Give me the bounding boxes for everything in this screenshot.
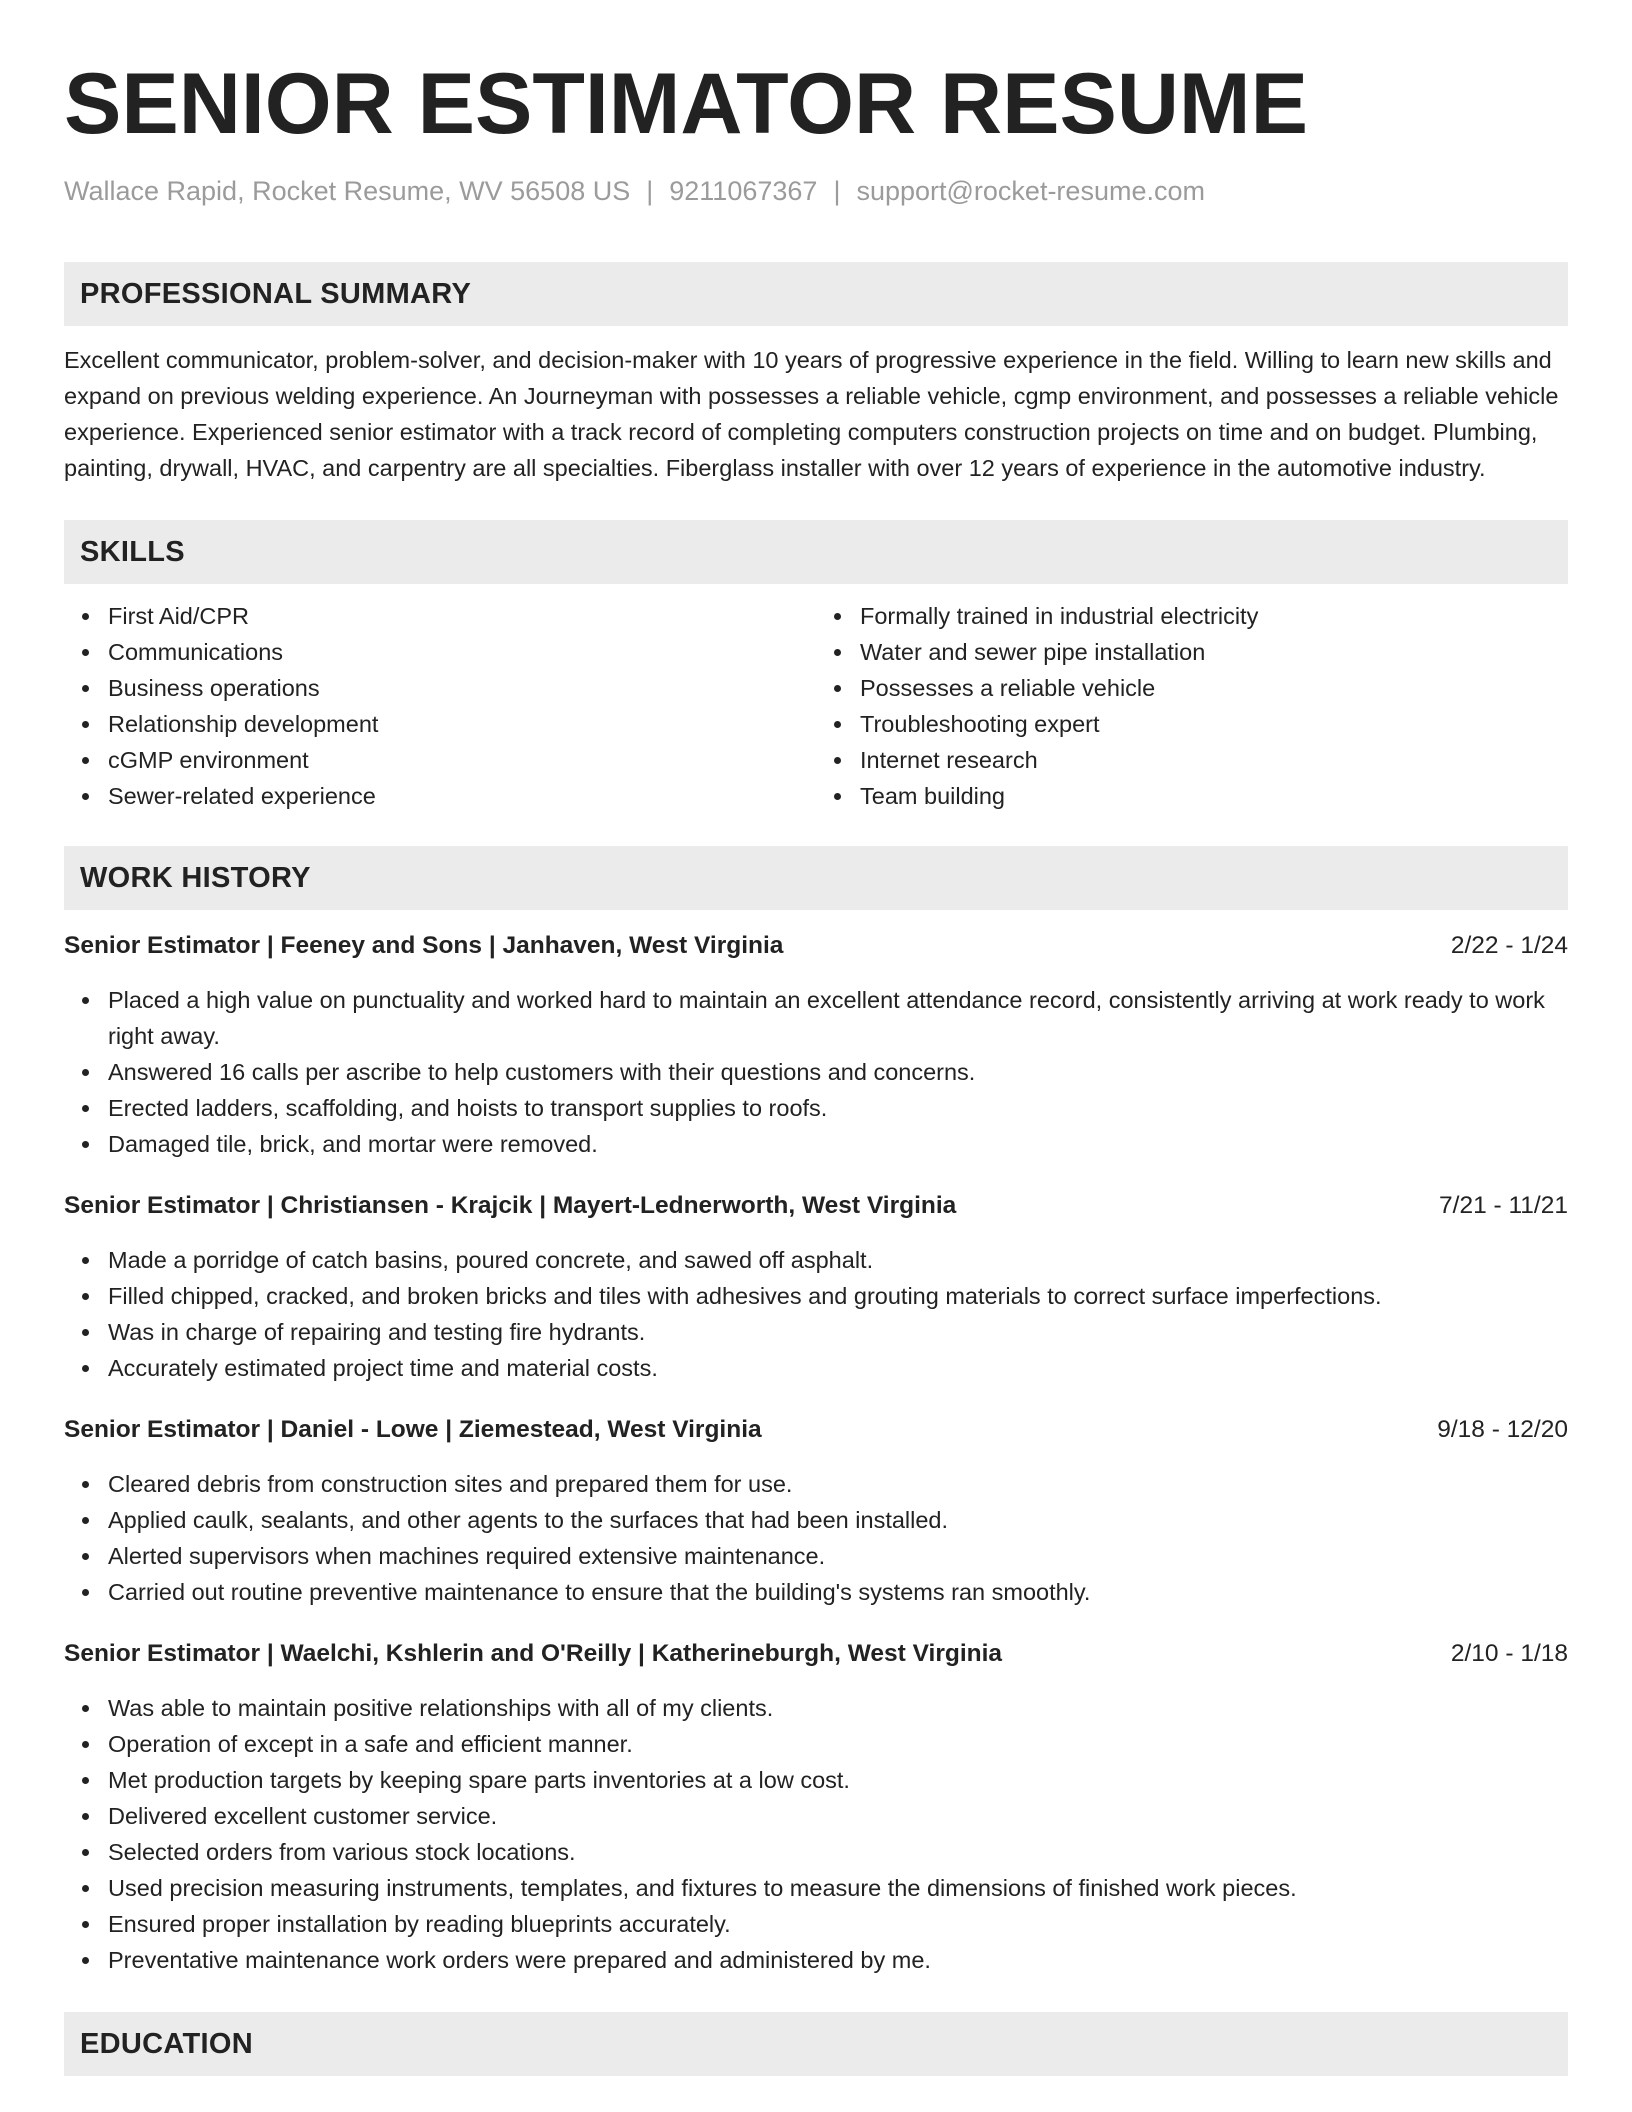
job-dates: 7/21 - 11/21	[1439, 1192, 1568, 1219]
job-entry	[64, 1636, 1568, 1978]
job-bullet: Selected orders from various stock locations.	[108, 1834, 1568, 1870]
contact-address: Wallace Rapid, Rocket Resume, WV 56508 US	[64, 176, 631, 206]
skill-item: Water and sewer pipe installation	[860, 634, 1568, 670]
skill-item: Relationship development	[108, 706, 816, 742]
skill-item: Internet research	[860, 742, 1568, 778]
job-bullet: Was in charge of repairing and testing fire hydrants.	[108, 1314, 1568, 1350]
job-entry	[64, 928, 1568, 1162]
skills-grid	[64, 598, 1568, 814]
summary-text: Excellent communicator, problem-solver, and decision-maker with 10 years of progressive experience in the field. Willing to learn new skills and expand on previous welding experience. An Journeyman with possesses a reliable vehicle, cgmp environment, and possesses a reliable vehicle experience. Experienced senior estimator with a track record of completing computers construction projects on time and on budget. Plumbing, painting, drywall, HVAC, and carpentry are all specialties. Fiberglass installer with over 12 years of experience in the automotive industry.	[64, 347, 1559, 481]
job-title: Senior Estimator | Waelchi, Kshlerin and O'Reilly | Katherineburgh, West Virginia	[64, 1640, 1003, 1667]
skill-item: Troubleshooting expert	[860, 706, 1568, 742]
job-bullets	[64, 1466, 1568, 1610]
job-bullet: Was able to maintain positive relationships with all of my clients.	[108, 1690, 1568, 1726]
job-dates: 2/10 - 1/18	[1450, 1640, 1568, 1667]
section-heading-work-history: WORK HISTORY	[64, 846, 1568, 910]
section-heading-summary: PROFESSIONAL SUMMARY	[64, 262, 1568, 326]
skills-column-right	[816, 598, 1568, 814]
job-header	[64, 1188, 1568, 1224]
skill-item: Possesses a reliable vehicle	[860, 670, 1568, 706]
contact-phone: 9211067367	[669, 176, 818, 206]
job-bullet: Answered 16 calls per ascribe to help customers with their questions and concerns.	[108, 1054, 1568, 1090]
job-dates: 2/22 - 1/24	[1450, 932, 1568, 959]
resume-title: SENIOR ESTIMATOR RESUME	[64, 56, 1308, 152]
job-bullet: Applied caulk, sealants, and other agents to the surfaces that had been installed.	[108, 1502, 1568, 1538]
skill-item: Team building	[860, 778, 1568, 814]
job-bullet: Carried out routine preventive maintenance to ensure that the building's systems ran smoothly.	[108, 1574, 1568, 1610]
job-bullet: Alerted supervisors when machines required extensive maintenance.	[108, 1538, 1568, 1574]
job-header	[64, 1636, 1568, 1672]
skill-item: Formally trained in industrial electricity	[860, 598, 1568, 634]
job-bullet: Cleared debris from construction sites and prepared them for use.	[108, 1466, 1568, 1502]
job-bullet: Operation of except in a safe and efficient manner.	[108, 1726, 1568, 1762]
skill-item: Sewer-related experience	[108, 778, 816, 814]
skills-column-left	[64, 598, 816, 814]
job-header	[64, 1412, 1568, 1448]
skill-item: First Aid/CPR	[108, 598, 816, 634]
contact-separator: |	[833, 176, 841, 206]
contact-email: support@rocket-resume.com	[856, 176, 1205, 206]
job-bullet: Ensured proper installation by reading blueprints accurately.	[108, 1906, 1568, 1942]
job-bullets	[64, 1242, 1568, 1386]
job-entry	[64, 1412, 1568, 1610]
job-header	[64, 928, 1568, 964]
section-heading-education: EDUCATION	[64, 2012, 1568, 2076]
skill-item: Business operations	[108, 670, 816, 706]
job-bullets	[64, 1690, 1568, 1978]
job-bullet: Used precision measuring instruments, templates, and fixtures to measure the dimensions of finished work pieces.	[108, 1870, 1568, 1906]
skill-item: cGMP environment	[108, 742, 816, 778]
job-bullets	[64, 982, 1568, 1162]
contact-line	[64, 174, 1568, 208]
job-bullet: Filled chipped, cracked, and broken bricks and tiles with adhesives and grouting materials to correct surface imperfections.	[108, 1278, 1568, 1314]
job-bullet: Made a porridge of catch basins, poured concrete, and sawed off asphalt.	[108, 1242, 1568, 1278]
job-bullet: Erected ladders, scaffolding, and hoists to transport supplies to roofs.	[108, 1090, 1568, 1126]
job-bullet: Delivered excellent customer service.	[108, 1798, 1568, 1834]
job-entry	[64, 1188, 1568, 1386]
job-title: Senior Estimator | Daniel - Lowe | Ziemestead, West Virginia	[64, 1416, 762, 1443]
job-bullet: Met production targets by keeping spare parts inventories at a low cost.	[108, 1762, 1568, 1798]
job-bullet: Damaged tile, brick, and mortar were removed.	[108, 1126, 1568, 1162]
section-heading-skills: SKILLS	[64, 520, 1568, 584]
job-dates: 9/18 - 12/20	[1437, 1416, 1568, 1443]
job-bullet: Accurately estimated project time and material costs.	[108, 1350, 1568, 1386]
job-title: Senior Estimator | Feeney and Sons | Janhaven, West Virginia	[64, 932, 784, 959]
job-bullet: Preventative maintenance work orders were prepared and administered by me.	[108, 1942, 1568, 1978]
skill-item: Communications	[108, 634, 816, 670]
job-bullet: Placed a high value on punctuality and worked hard to maintain an excellent attendance record, consistently arriving at work ready to work right away.	[108, 982, 1568, 1054]
job-title: Senior Estimator | Christiansen - Krajcik | Mayert-Lednerworth, West Virginia	[64, 1192, 957, 1219]
contact-separator: |	[646, 176, 654, 206]
